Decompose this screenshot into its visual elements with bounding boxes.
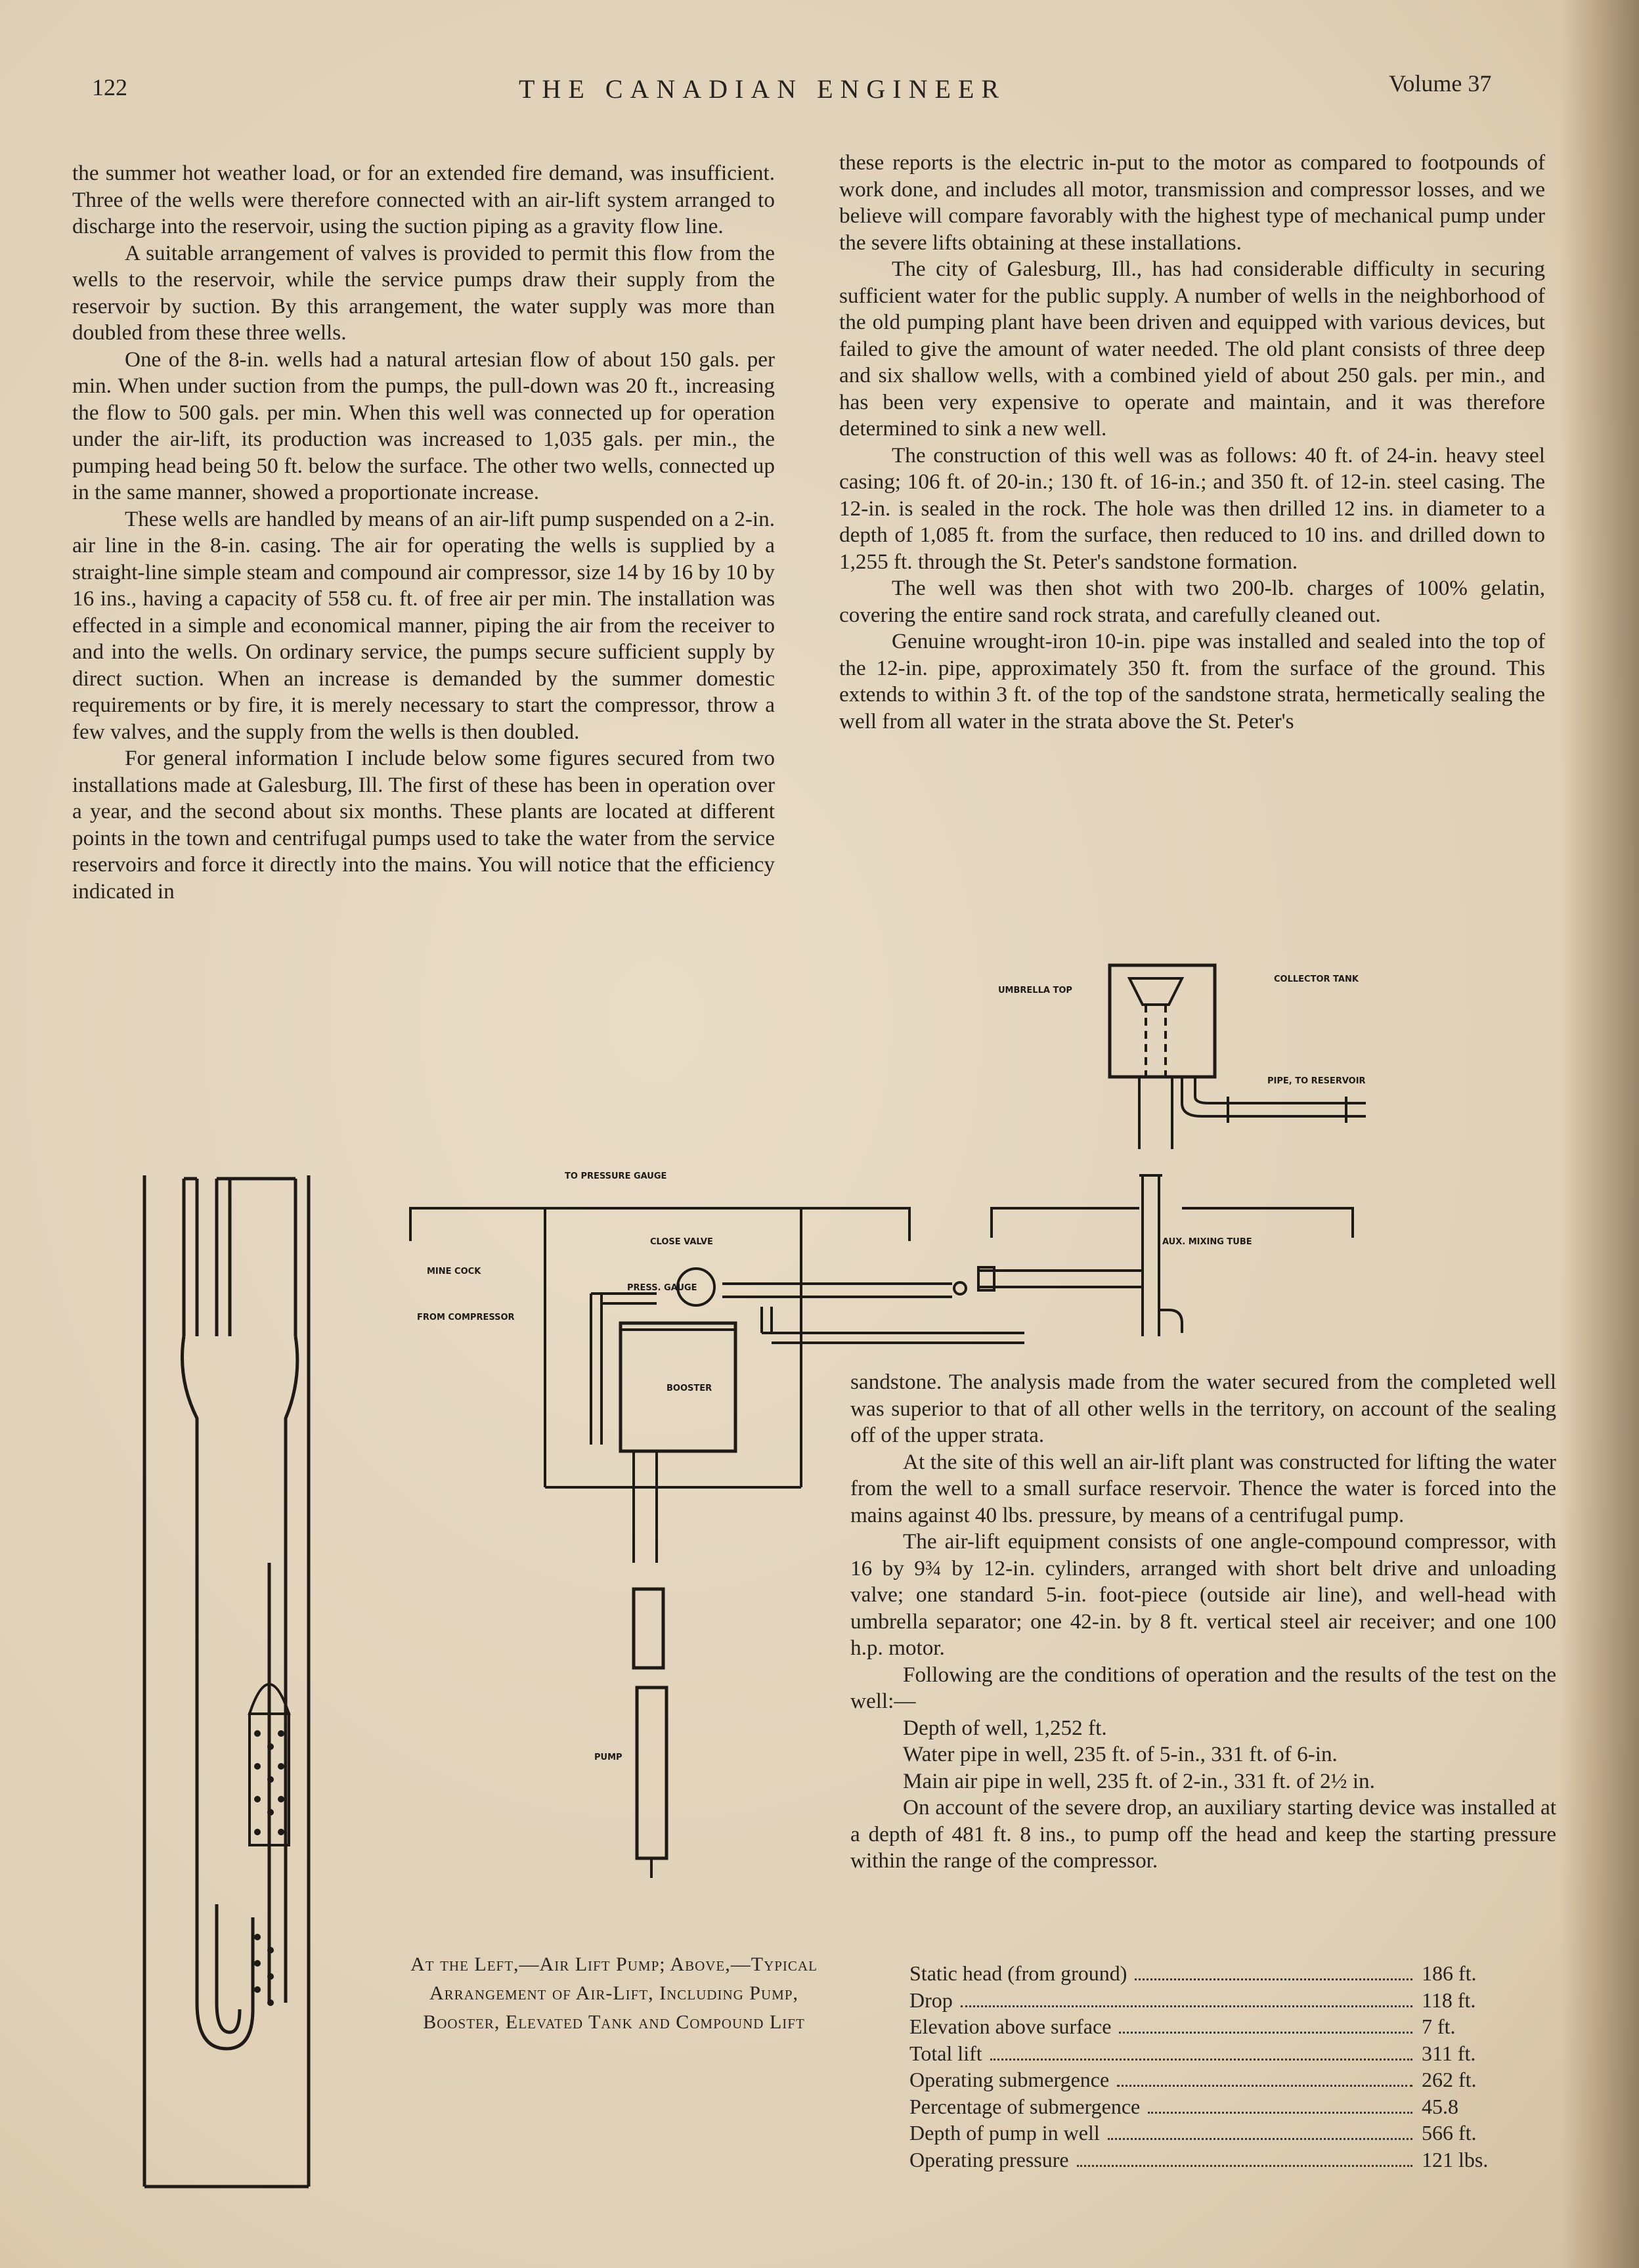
paragraph: these reports is the electric in-put to the motor as compared to footpounds of work done, and includes all motor, transmission and compressor losses, and we believe will compare favorably with the highest type of mechanical pump under the severe lifts obtaining at these installations. [839, 150, 1545, 255]
paragraph: The air-lift equipment consists of one angle-compound compressor, with 16 by 9¾ by 12-in. cylinders, arranged with short belt drive and unloading valve; one standard 5-in. foot-piece (outside air line), and well-head with umbrella separator; one 42-in. by 8 ft. vertical steel air receiver; and one 100 h.p. motor. [850, 1529, 1556, 1660]
spec-label: Total lift [909, 2041, 982, 2065]
label-pipe-to-reservoir: PIPE, TO RESERVOIR [1267, 1076, 1366, 1086]
spec-label: Percentage of submergence [909, 2094, 1141, 2118]
spec-value: 121 lbs. [1422, 2147, 1489, 2171]
paragraph: The city of Galesburg, Ill., has had considerable difficulty in securing sufficient water for the public supply. A number of wells in the neighborhood of the old pumping plant have been driven and equipped with various devices, but failed to give the amount of water needed. The old plant consists of three deep and six shallow wells, with a combined yield of about 250 gals. per min., and has been very expensive to operate and maintain, and it was therefore determined to sink a new well. [839, 257, 1545, 441]
paragraph: the summer hot weather load, or for an extended fire demand, was insufficient. Three of the wells were therefore connected with an air-lift system arranged to discharge into the reservoir, using the suction piping as a gravity flow line. [72, 161, 775, 238]
paragraph: At the site of this well an air-lift plant was constructed for lifting the water from the well to a small surface reservoir. Thence the water is forced into the mains against 40 lbs. pressure, by means of a centrifugal pump. [850, 1449, 1556, 1527]
collector-tank-drawing [1110, 965, 1366, 1149]
label-from-compressor: FROM COMPRESSOR [417, 1313, 515, 1322]
paragraph: Water pipe in well, 235 ft. of 5-in., 331 ft. of 6-in. [903, 1742, 1338, 1766]
paragraph: The construction of this well was as follows: 40 ft. of 24-in. heavy steel casing; 106 ft. of 20-in.; 130 ft. of 16-in.; and 350 ft. of 12-in. steel casing. The 12-in. is sealed in the rock. The hole was then drilled 12 ins. in diameter to a depth of 1,085 ft. from the surface, then reduced to 10 ins. and drilled down to 1,255 ft. through the St. Peter's sandstone formation. [839, 443, 1545, 574]
spec-value: 311 ft. [1422, 2041, 1476, 2065]
paragraph: The well was then shot with two 200-lb. charges of 100% gelatin, covering the entire sand rock strata, and carefully cleaned out. [839, 576, 1545, 627]
paragraph: On account of the severe drop, an auxiliary starting device was installed at a depth of 481 ft. 8 ins., to pump off the head and keep the starting pressure within the range of the compressor. [850, 1795, 1556, 1873]
label-press-gauge: PRESS. GAUGE [627, 1283, 697, 1293]
air-lift-pump-drawing [144, 1175, 309, 2187]
paragraph: For general information I include below some figures secured from two installations made at Galesburg, Ill. The first of these has been in operation over a year, and the second about six months. These plants are located at different points in the town and centrifugal pumps used to take the water from the service reservoirs and force it directly into the mains. You will notice that the efficiency indicated in [72, 746, 775, 904]
figure-caption: At the Left,—Air Lift Pump; Above,—Typical Arrangement of Air-Lift, Including Pump, Booster, Elevated Tank and Compound Lift [410, 1953, 818, 2033]
paragraph: Main air pipe in well, 235 ft. of 2-in., 331 ft. of 2½ in. [903, 1768, 1375, 1793]
label-mine-cock: MINE COCK [427, 1267, 481, 1276]
volume-label: Volume 37 [1389, 70, 1492, 97]
spec-value: 186 ft. [1422, 1961, 1477, 1985]
paragraph: A suitable arrangement of valves is provided to permit this flow from the wells to the reservoir, while the service pumps draw their supply from the reservoir by suction. By this arrangement, the water supply was more than doubled from these three wells. [72, 240, 775, 345]
spec-label: Static head (from ground) [909, 1961, 1127, 1985]
label-close-valve: CLOSE VALVE [650, 1237, 713, 1247]
journal-title: THE CANADIAN ENGINEER [519, 74, 1007, 104]
paragraph: Genuine wrought-iron 10-in. pipe was installed and sealed into the top of the 12-in. pipe, approximately 350 ft. from the surface of the ground. This extends to within 3 ft. of the top of the sandstone strata, hermetically sealing the well from all water in the strata above the St. Peter's [839, 629, 1545, 733]
aux-mixing-tube-drawing [978, 1175, 1353, 1336]
paragraph: These wells are handled by means of an air-lift pump suspended on a 2-in. air line in the 8-in. casing. The air for operating the wells is supplied by a straight-line simple steam and compound air compressor, size 14 by 16 by 10 by 16 ins., having a capacity of 558 cu. ft. of free air per min. The installation was effected in a simple and economical manner, piping the air from the receiver to and into the wells. On ordinary service, the pumps secure sufficient supply by direct suction. When an increase is demanded by the summer domestic requirements or by fire, it is merely necessary to start the compressor, throw a few valves, and the supply from the wells is then doubled. [72, 506, 775, 744]
spec-value: 262 ft. [1422, 2068, 1477, 2091]
spec-value: 7 ft. [1422, 2015, 1456, 2038]
booster-arrangement-drawing [410, 1208, 1024, 1878]
paragraph: Depth of well, 1,252 ft. [903, 1715, 1107, 1740]
paragraph: sandstone. The analysis made from the water secured from the completed well was superior to that of all other wells in the territory, on account of the sealing off of the upper strata. [850, 1370, 1556, 1447]
paragraph: One of the 8-in. wells had a natural artesian flow of about 150 gals. per min. When under suction from the pumps, the pull-down was 20 ft., increasing the flow to 500 gals. per min. When this well was connected up for operation under the air-lift, its production was increased to 1,035 gals. per min., the pumping head being 50 ft. below the surface. The other two wells, connected up in the same manner, showed a proportionate increase. [72, 347, 775, 504]
spec-label: Drop [909, 1988, 953, 2012]
label-collector-tank: COLLECTOR TANK [1274, 974, 1359, 984]
spec-value: 566 ft. [1422, 2121, 1477, 2145]
spec-label: Elevation above surface [909, 2015, 1112, 2038]
spec-value: 45.8 [1422, 2094, 1458, 2118]
paragraph: Following are the conditions of operation and the results of the test on the well:— [850, 1662, 1556, 1713]
label-pump: PUMP [594, 1753, 623, 1762]
spec-label: Operating pressure [909, 2147, 1069, 2171]
page-number: 122 [92, 74, 127, 100]
label-to-pressure-gauge: TO PRESSURE GAUGE [565, 1171, 667, 1181]
spec-value: 118 ft. [1422, 1988, 1476, 2012]
label-umbrella-top: UMBRELLA TOP [998, 986, 1072, 995]
spec-label: Operating submergence [909, 2068, 1110, 2091]
label-booster: BOOSTER [667, 1384, 712, 1393]
label-aux-mixing-tube: AUX. MIXING TUBE [1162, 1237, 1252, 1247]
spec-label: Depth of pump in well [909, 2121, 1100, 2145]
